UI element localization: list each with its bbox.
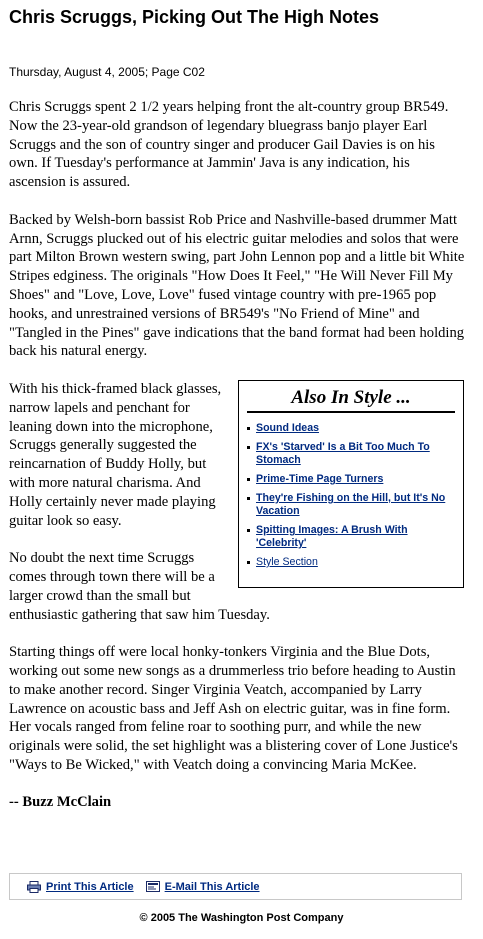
bullet-icon: [247, 529, 250, 532]
related-link-style-section[interactable]: Style Section: [256, 555, 318, 568]
article-body: [9, 98, 466, 831]
bullet-icon: [247, 497, 250, 500]
also-in-style-box: [238, 380, 464, 588]
email-article-label: E-Mail This Article: [164, 880, 260, 893]
article-paragraph: Starting things off were local honky-tonkers Virginia and the Blue Dots, working out some new songs as a drummerless trio before heading to Austin to make another record. Singer Virginia Veatch, accompanied by Larry Lawrence on acoustic bass and Jeff Ash on electric guitar, was in fine form. Her vocals ranged from feline roar to soothing purr, and while the new originals were solid, the set highlight was a blistering cover of Lone Justice's "Ways to Be Wicked," with Veatch doing a convincing Maria McKee.: [9, 644, 458, 773]
article-paragraph: Backed by Welsh-born bassist Rob Price and Nashville-based drummer Matt Arnn, Scruggs plucked out of his electric guitar melodies and solos that were part Milton Brown western swing, part John Lennon pop and a little bit White Stripes edginess. The originals "How Does It Feel," "He Will Never Fill My Shoes" and "Love, Love, Love" fused vintage country with pre-1965 pop hooks, and unrestrained versions of BR549's "No Friend of Mine" and "Tangled in the Pines" gave indications that the band format had been holding back his natural energy.: [9, 211, 465, 360]
article-paragraph: No doubt the next time Scruggs comes through town there will be a larger crowd than the small but enthusiastic gathering that saw him Tuesday.: [9, 550, 270, 623]
bullet-icon: [247, 478, 250, 481]
related-link-item: [247, 473, 455, 486]
article-paragraph: With his thick-framed black glasses, narrow lapels and penchant for leaning down into the microphone, Scruggs generally suggested the reincarnation of Buddy Holly, but with more natural charisma. And Holly certainly never made playing guitar look so easy.: [9, 380, 222, 529]
related-link-item: [247, 441, 455, 467]
sidebar-title: Also In Style ...: [247, 387, 455, 413]
bullet-icon: [247, 446, 250, 449]
article-tools-bar: [9, 873, 462, 900]
print-article-link[interactable]: [27, 881, 134, 893]
related-link-item: [247, 492, 455, 518]
related-link-sound-ideas[interactable]: Sound Ideas: [256, 421, 319, 434]
related-link-item: [247, 524, 455, 550]
byline-signoff: -- Buzz McClain: [9, 794, 112, 811]
email-icon: [146, 881, 160, 892]
article-paragraph: Chris Scruggs spent 2 1/2 years helping front the alt-country group BR549. Now the 23-year-old grandson of legendary bluegrass banjo player Earl Scruggs and the son of country singer and producer Gail Davies is on his own. If Tuesday's performance at Jammin' Java is any indication, his ascension is assured.: [9, 99, 449, 191]
email-article-link[interactable]: [146, 881, 260, 893]
related-link-spitting-images[interactable]: Spitting Images: A Brush With 'Celebrity': [256, 523, 408, 549]
related-link-item: [247, 422, 455, 435]
printer-icon: [27, 881, 41, 893]
print-article-label: Print This Article: [46, 880, 134, 893]
dateline: Thursday, August 4, 2005; Page C02: [9, 65, 205, 79]
copyright-notice: © 2005 The Washington Post Company: [139, 912, 344, 924]
bullet-icon: [247, 427, 250, 430]
headline: Chris Scruggs, Picking Out The High Notes: [9, 7, 380, 27]
related-links-list: [247, 422, 455, 569]
related-link-fishing[interactable]: They're Fishing on the Hill, but It's No Vacation: [256, 491, 446, 517]
related-link-page-turners[interactable]: Prime-Time Page Turners: [256, 472, 384, 485]
related-link-item: [247, 556, 455, 569]
bullet-icon: [247, 561, 250, 564]
related-link-starved[interactable]: FX's 'Starved' Is a Bit Too Much To Stomach: [256, 440, 430, 466]
